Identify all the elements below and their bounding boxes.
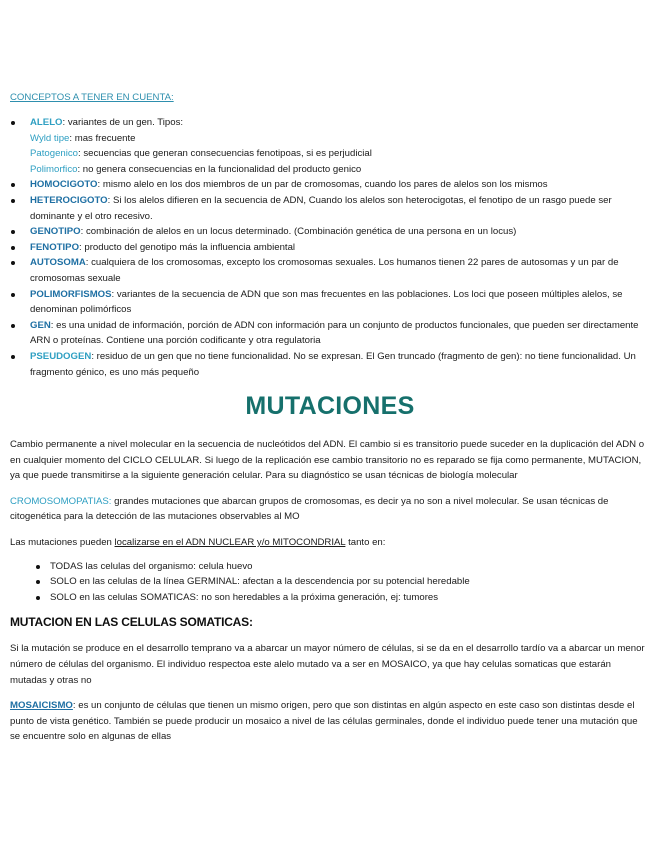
- sub-item: [30, 162, 650, 178]
- localizacion-list: [10, 559, 650, 606]
- concept-item-autosoma: [10, 255, 650, 286]
- concept-item-homocigoto: [10, 177, 650, 193]
- concept-text: : variantes de un gen. Tipos:: [62, 117, 184, 128]
- sub-item: [30, 131, 650, 147]
- sub-text: : mas frecuente: [69, 132, 136, 144]
- localizacion-post: tanto en:: [345, 537, 386, 549]
- sub-term: Patogenico: [30, 148, 79, 160]
- concept-text: : Si los alelos difieren en la secuencia de ADN, Cuando los alelos son heterocigotas, el fenotipo de un rasgo puede ser dominante y el otro recesivo.: [30, 194, 612, 222]
- concept-item-heterocigoto: [10, 193, 650, 224]
- concept-text: : cualquiera de los cromosomas, excepto los cromosomas sexuales. Los humanos tienen 22 pares de autosomas y un par de cromosomas sexuale: [30, 257, 619, 284]
- cromosomopatias-paragraph: [10, 494, 650, 525]
- mutaciones-title: MUTACIONES: [245, 392, 415, 421]
- concept-text: : variantes de la secuencia de ADN que son mas frecuentes en las poblaciones. Los loci que poseen múltiples alelos, se denominan polimórficos: [30, 288, 623, 316]
- concepts-list: [10, 115, 650, 380]
- localizacion-pre: Las mutaciones pueden: [10, 537, 115, 549]
- concept-text: : residuo de un gen que no tiene funcionalidad. No se expresan. El Gen truncado (fragmento de gen): no tiene funcionalidad. Un fragmento génico, es uno más pequeño: [30, 350, 636, 378]
- concept-item-gen: [10, 318, 650, 349]
- concept-item-fenotipo: [10, 240, 650, 256]
- localizacion-underlined: localizarse en el ADN NUCLEAR y/o MITOCONDRIAL: [114, 537, 346, 549]
- mutaciones-paragraph: Cambio permanente a nivel molecular en la secuencia de nucleótidos del ADN. El cambio si es transitorio puede suceder en la duplicación del ADN o en cualquier momento del CICLO CELULAR. Si luego de la replicación ese cambio transitorio no es reparado se fija como permanente, MUTACION, ya que puede transmitirse a la siguiente generación celular. Para su diagnóstico se usan técnicas de biología molecular: [10, 439, 645, 482]
- concept-term: POLIMORFISMOS: [30, 288, 112, 300]
- concept-term: AUTOSOMA: [30, 257, 86, 269]
- localizacion-paragraph: [10, 535, 650, 551]
- sub-term: Polimorfico: [30, 163, 78, 175]
- concept-item-pseudogen: [10, 349, 650, 380]
- cromosomopatias-term: CROMOSOMOPATIAS:: [10, 495, 112, 507]
- concept-text: : producto del genotipo más la influencia ambiental: [79, 241, 296, 253]
- mosaicismo-paragraph: [10, 698, 650, 745]
- somaticas-paragraph: Si la mutación se produce en el desarrollo temprano va a abarcar un mayor número de células, si se da en el desarrollo tardío va a abarcar un menor número de células del organismo. El individuo respectoa este alelo mutado va a ser en MOSAICO, ya que hay celulas somaticas que estarán mutadas y otras no: [10, 643, 645, 686]
- concept-item-genotipo: [10, 224, 650, 240]
- list-item: TODAS las celulas del organismo: celula huevo: [36, 559, 650, 575]
- concept-text: : combinación de alelos en un locus determinado. (Combinación genética de una persona en un locus): [80, 226, 517, 238]
- document-page: [10, 92, 650, 755]
- concept-item-alelo: [10, 115, 650, 177]
- list-item: SOLO en las celulas de la línea GERMINAL: afectan a la descendencia por su potencial heredable: [36, 574, 650, 590]
- sub-term: Wyld tipe: [30, 132, 70, 144]
- concepts-heading: CONCEPTOS A TENER EN CUENTA:: [10, 92, 174, 103]
- concept-text: : es una unidad de información, porción de ADN con información para un conjunto de productos funcionales, que pueden ser directamente ARN o proteínas. Contiene una porción codificante y otra regulatoria: [30, 319, 639, 347]
- list-item: SOLO en las celulas SOMATICAS: no son heredables a la próxima generación, ej: tumores: [36, 590, 650, 606]
- sub-text: : secuencias que generan consecuencias fenotipoas, si es perjudicial: [78, 148, 372, 160]
- concept-term: HOMOCIGOTO: [30, 179, 98, 191]
- cromosomopatias-text: grandes mutaciones que abarcan grupos de cromosomas, es decir ya no son a nivel molecular. Se usan técnicas de citogenética para la detección de las mutaciones observables al MO: [10, 495, 609, 523]
- concept-text: : mismo alelo en los dos miembros de un par de cromosomas, cuando los pares de alelos son los mismos: [97, 179, 548, 191]
- sub-text: : no genera consecuencias en la funcionalidad del producto genico: [77, 163, 362, 175]
- concept-term: HETEROCIGOTO: [30, 194, 108, 206]
- concept-term: GEN: [30, 319, 51, 331]
- concept-term: ALELO: [30, 117, 63, 128]
- concept-term: PSEUDOGEN: [30, 350, 92, 362]
- concept-term: FENOTIPO: [30, 241, 80, 253]
- concept-term: GENOTIPO: [30, 226, 81, 238]
- mosaicismo-text: : es un conjunto de células que tienen un mismo origen, pero que son distintas en algún aspecto en este caso son distintas desde el punto de vista genético. También se puede producir un mosaico a nivel de las células germinales, donde el individuo puede tener una mutación que se encuentre solo en algunas de ellas: [10, 700, 638, 743]
- sub-item: [30, 146, 650, 162]
- concept-item-polimorfismos: [10, 287, 650, 318]
- mosaicismo-term: MOSAICISMO: [10, 700, 73, 712]
- somaticas-heading: MUTACION EN LAS CELULAS SOMATICAS:: [10, 615, 253, 630]
